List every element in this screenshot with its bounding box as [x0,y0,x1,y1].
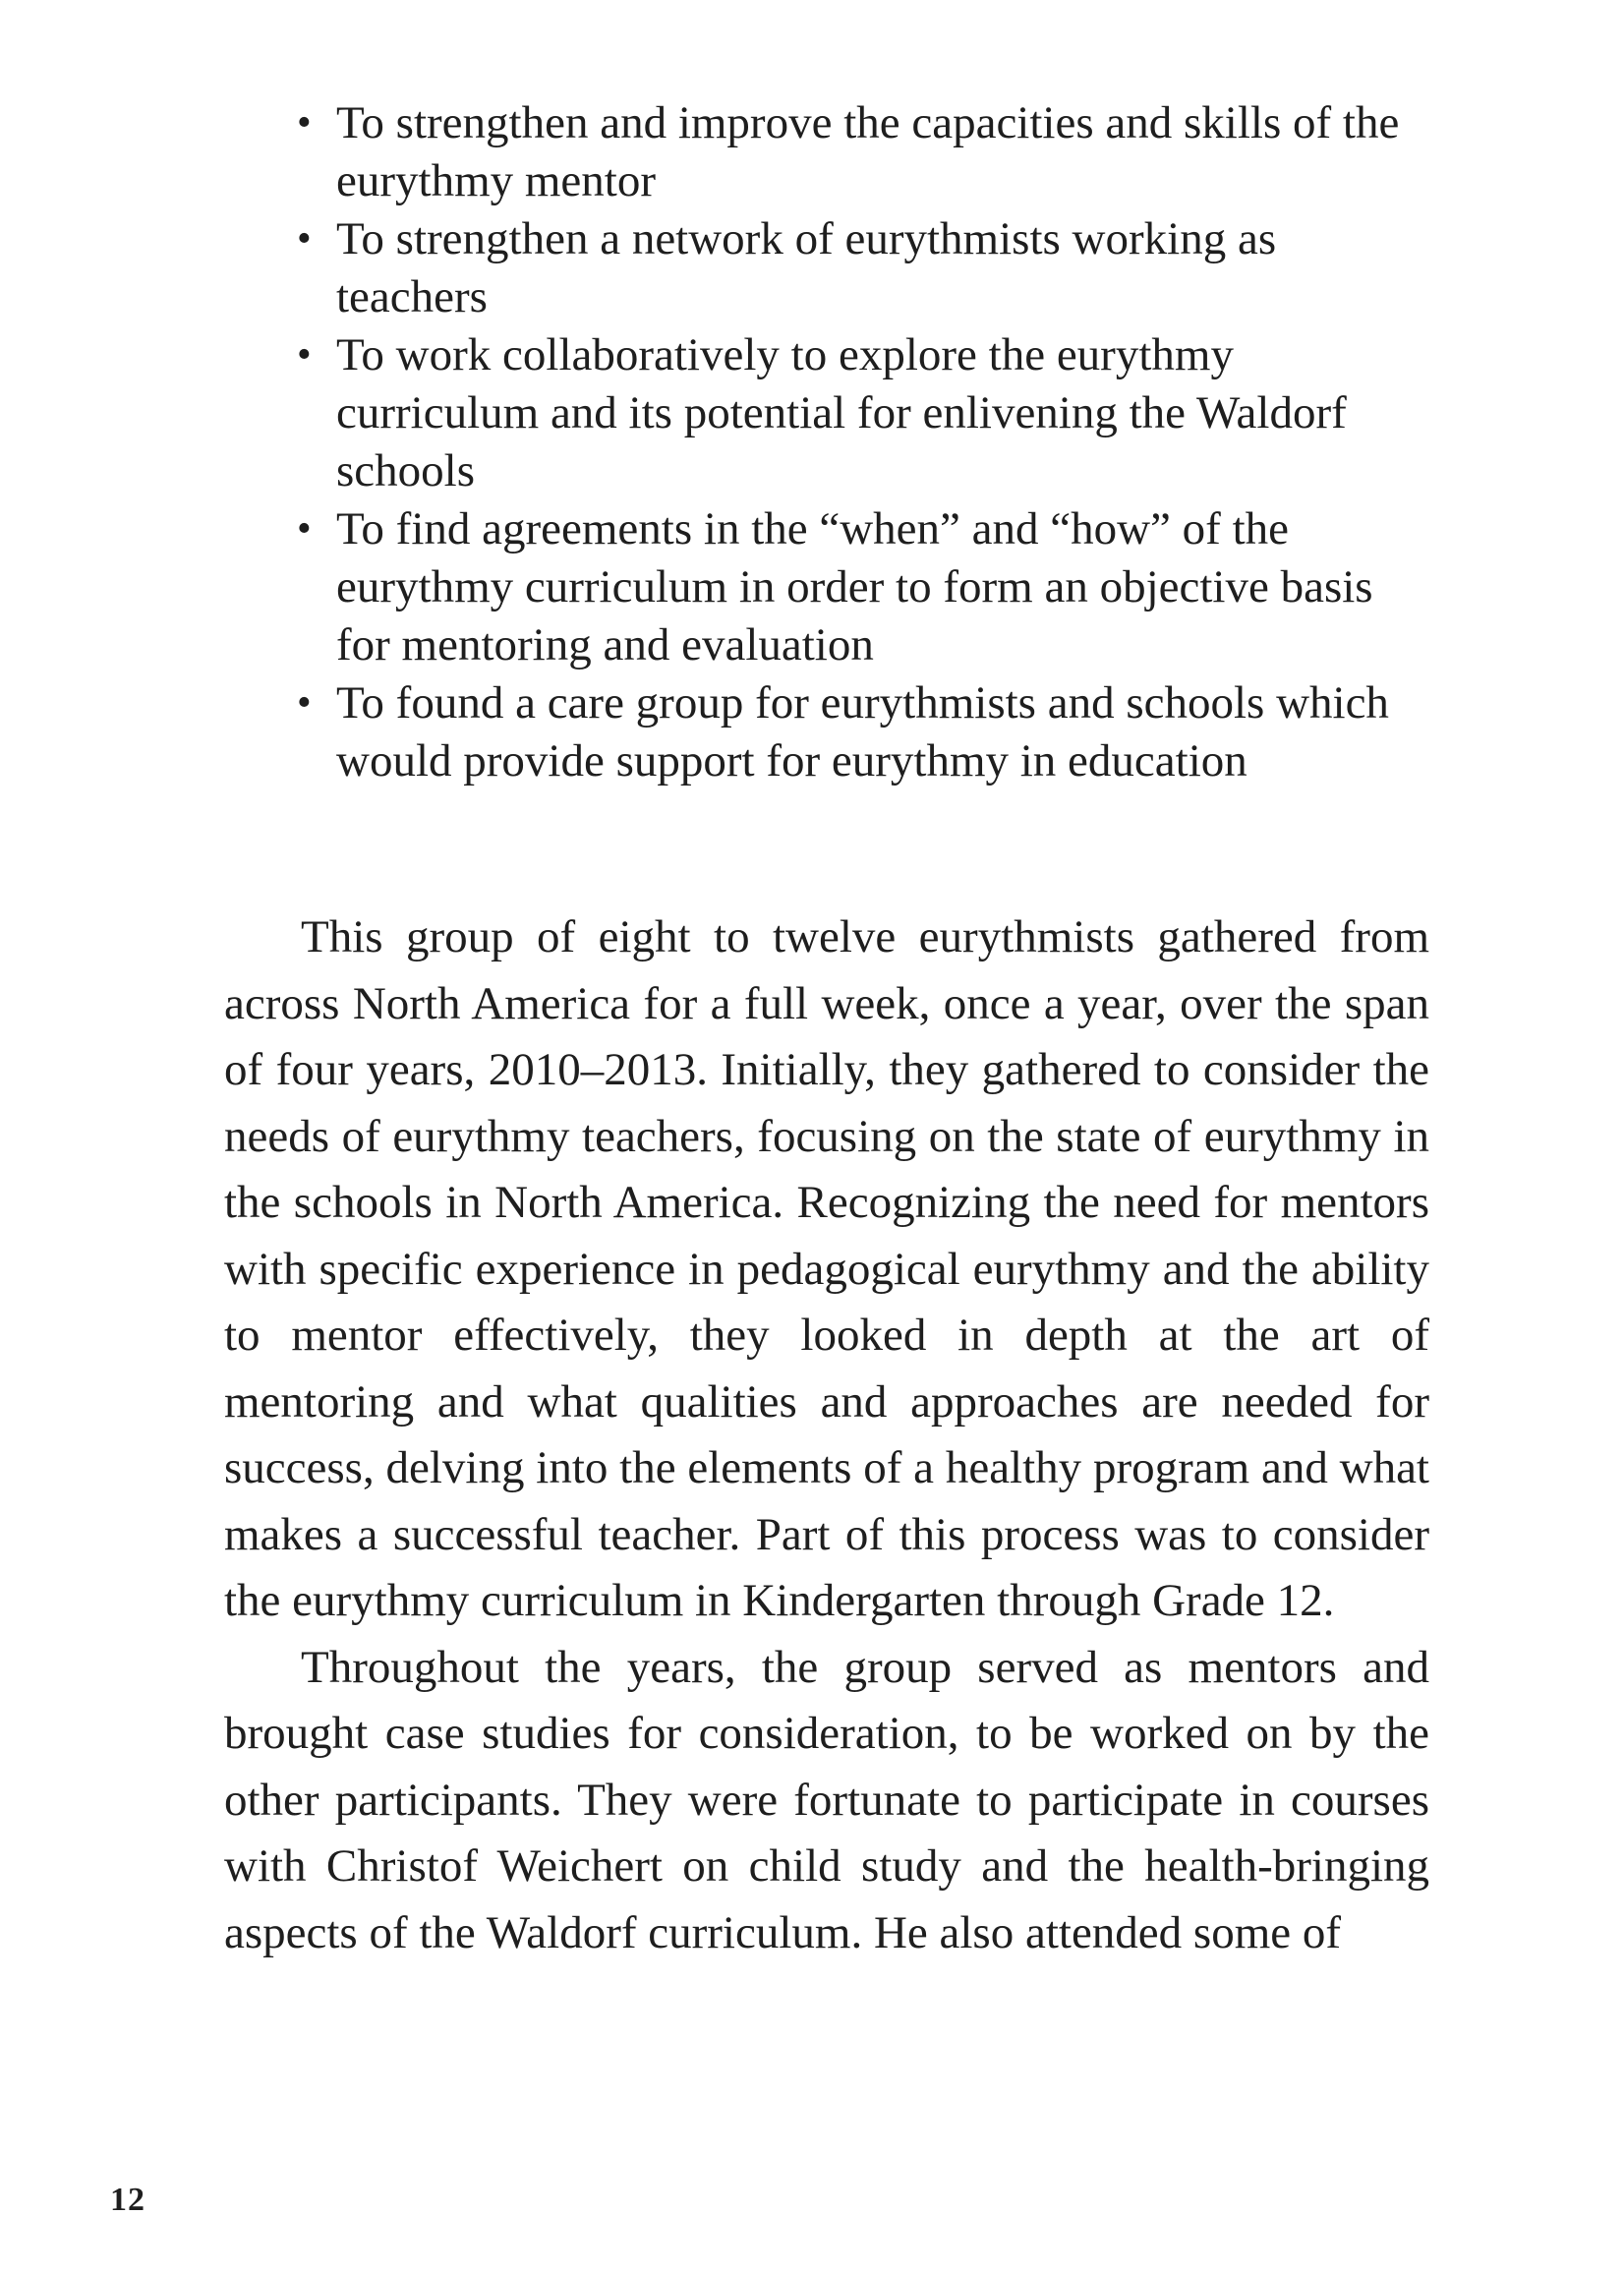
bullet-dot-icon: • [297,332,312,378]
body-text [224,904,1429,1966]
bullet-item [295,210,1425,326]
bullet-item [295,674,1425,790]
bullet-dot-icon: • [297,100,312,146]
bullet-text: To strengthen a network of eurythmists working as teachers [336,213,1277,322]
page-number: 12 [110,2182,145,2218]
bullet-text: To find agreements in the “when” and “how” of the eurythmy curriculum in order to form an objective basis for mentoring and evaluation [336,503,1373,671]
bullet-item [295,500,1425,674]
bullet-text: To found a care group for eurythmists and schools which would provide support for eurythmy in education [336,677,1389,787]
bullet-item [295,94,1425,210]
bullet-dot-icon: • [297,216,312,262]
bullet-dot-icon: • [297,680,312,726]
bullet-text: To work collaboratively to explore the eurythmy curriculum and its potential for enlivening the Waldorf schools [336,329,1347,496]
goals-bullet-list [295,94,1425,790]
paragraph-group-history: This group of eight to twelve eurythmists gathered from across North America for a full week, once a year, over the span of four years, 2010–2013. Initially, they gathered to consider the needs of eurythmy teachers, focusing on the state of eurythmy in the schools in North America. Recognizing the need for mentors with specific experience in pedagogical eurythmy and the ability to mentor effectively, they looked in depth at the art of mentoring and what qualities and approaches are needed for success, delving into the elements of a healthy program and what makes a successful teacher. Part of this process was to consider the eurythmy curriculum in Kindergarten through Grade 12. [224,911,1429,1626]
bullet-item [295,326,1425,500]
bullet-dot-icon: • [297,506,312,552]
paragraph-mentoring-years: Throughout the years, the group served as mentors and brought case studies for consideration, to be worked on by the other participants. They were fortunate to participate in courses with Christof Weichert on child study and the health-bringing aspects of the Waldorf curriculum. He also attended some of [224,1641,1429,1958]
bullet-text: To strengthen and improve the capacities and skills of the eurythmy mentor [336,97,1400,206]
